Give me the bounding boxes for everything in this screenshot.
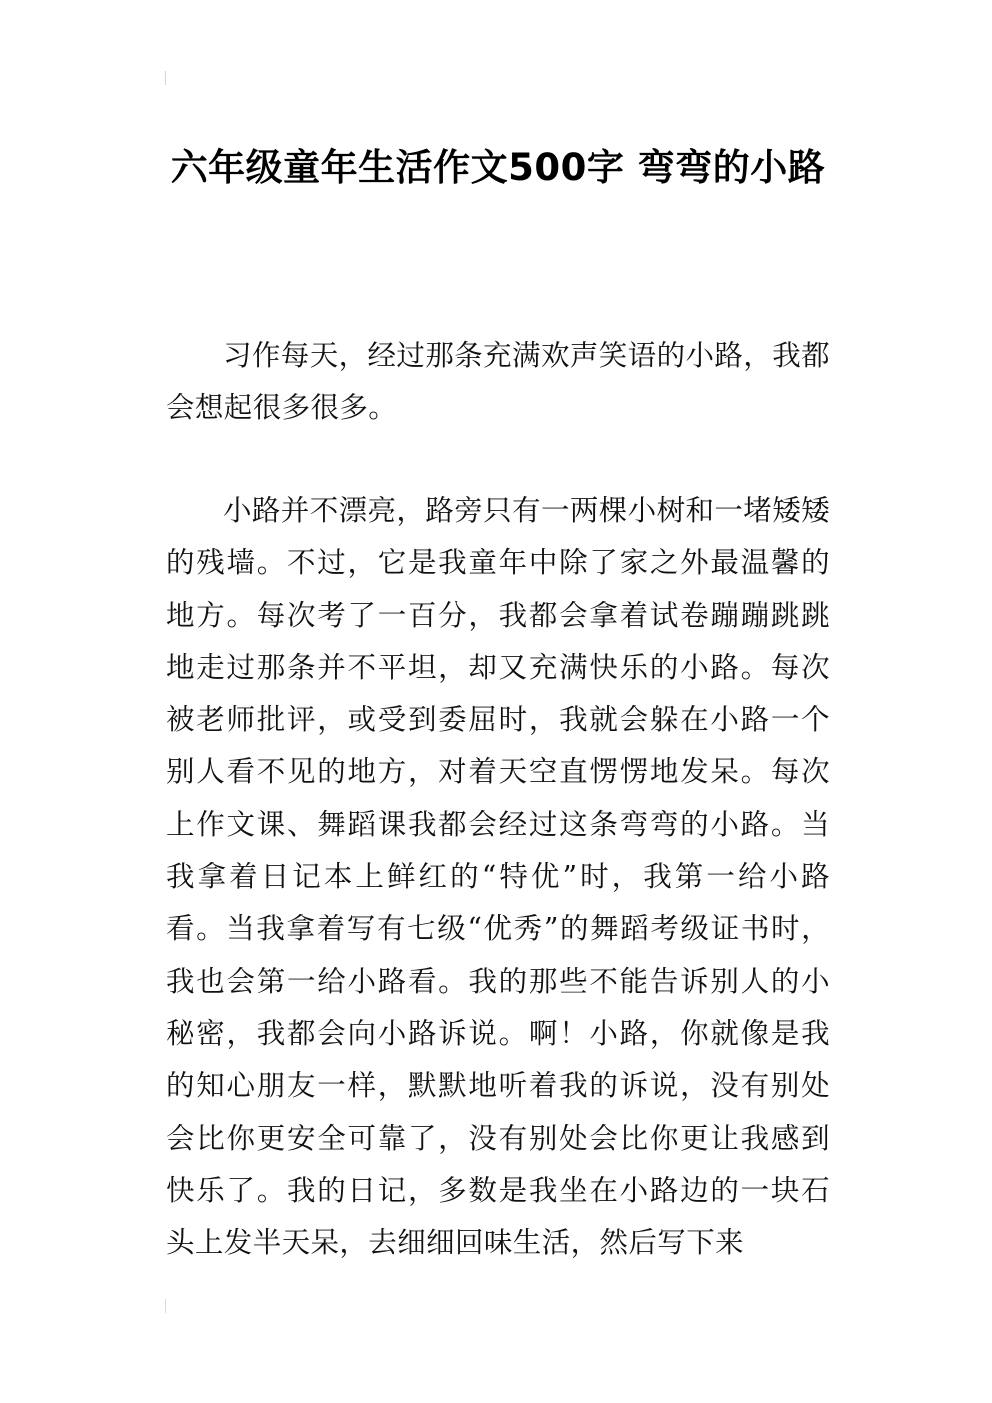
- paragraph-1: 习作每天，经过那条充满欢声笑语的小路，我都会想起很多很多。: [166, 339, 830, 425]
- paragraph-2-block: [166, 485, 830, 1269]
- crop-mark-top: [165, 71, 166, 85]
- paragraph-2: 小路并不漂亮，路旁只有一两棵小树和一堵矮矮的残墙。不过，它是我童年中除了家之外最温馨的地方。每次考了一百分，我都会拿着试卷蹦蹦跳跳地走过那条并不平坦，却又充满快乐的小路。每次被老师批评，或受到委屈时，我就会躲在小路一个别人看不见的地方，对着天空直愣愣地发呆。每次上作文课、舞蹈课我都会经过这条弯弯的小路。当我拿着日记本上鲜红的“特优”时，我第一给小路看。当我拿着写有七级“优秀”的舞蹈考级证书时，我也会第一给小路看。我的那些不能告诉别人的小秘密，我都会向小路诉说。啊！小路，你就像是我的知心朋友一样，默默地听着我的诉说，没有别处会比你更安全可靠了，没有别处会比你更让我感到快乐了。我的日记，多数是我坐在小路边的一块石头上发半天呆，去细细回味生活，然后写下来: [166, 494, 830, 1260]
- paragraph-1-block: [166, 330, 830, 435]
- crop-mark-bottom: [165, 1299, 166, 1313]
- document-title: 六年级童年生活作文500字 弯弯的小路: [170, 145, 826, 189]
